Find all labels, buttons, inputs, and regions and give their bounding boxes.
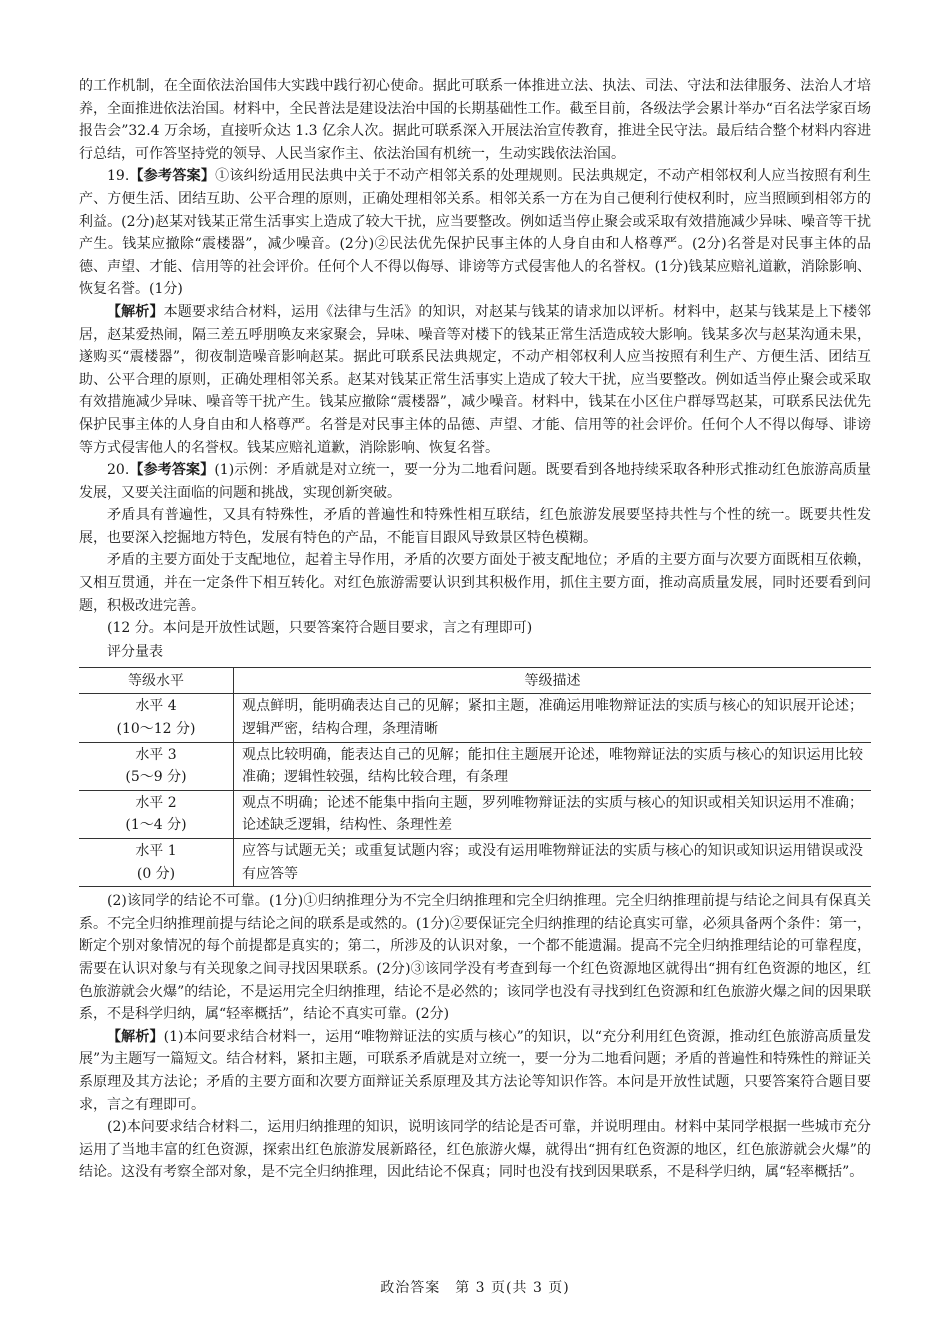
- q20-answer: [79, 459, 871, 504]
- q20-number: 20.: [107, 462, 130, 479]
- q20-note: (12 分。本问是开放性试题，只要答案符合题目要求，言之有理即可): [107, 620, 533, 637]
- q19-answer: [79, 165, 871, 301]
- table-cell-level: [79, 790, 234, 838]
- q19-analysis-text: 本题要求结合材料，运用《法律与生活》的知识，对赵某与钱某的请求加以评析。材料中，赵某与钱某是上下楼邻居，赵某爱热闹，隔三差五呼朋唤友来家聚会，异味、噪音等对楼下的钱某正常生活造成较大影响。钱某多次与赵某沟通未果，遂购买“震楼器”，彻夜制造噪音影响赵某。据此可联系民法典规定，不动产相邻权利人应当按照有利生产、方便生活、团结互助、公平合理的原则，正确处理相邻关系。赵某对钱某正常生活事实上造成了较大干扰，应当要整改。例如适当停止聚会或采取有效措施减少异味、噪音等干扰产生。钱某应撤除“震楼器”，减少噪音。材料中，钱某在小区住户群辱骂赵某，可联系民法优先保护民事主体的人身自由和人格尊严。名誉是对民事主体的品德、声望、才能、信用等的社会评价。任何个人不得以侮辱、诽谤等方式侵害他人的名誉权。钱某应赔礼道歉，消除影响、恢复名誉。: [79, 303, 872, 456]
- table-row: [79, 790, 871, 838]
- table-cell-level: [79, 839, 234, 887]
- intro-paragraph: 的工作机制，在全面依法治国伟大实践中践行初心使命。据此可联系一体推进立法、执法、司法、守法和法律服务、法治人才培养，全面推进依法治国。材料中，全民普法是建设法治中国的长期基础性工作。截至目前，各级法学会累计举办“百名法学家百场报告会”32.4 万余场，直接听众达 1.3 亿余人次。据此可联系深入开展法治宣传教育，推进全民守法。最后结合整个材料内容进行总结，可作答坚持党的领导、人民当家作主、依法治国有机统一，生动实践依法治国。: [79, 78, 871, 162]
- q20-answer-text: (1)示例：矛盾就是对立统一，要一分为二地看问题。既要看到各地持续采取各种形式推动红色旅游高质量发展，又要关注面临的问题和挑战，实现创新突破。: [79, 462, 871, 501]
- table-cell-desc: 应答与试题无关；或重复试题内容；或没有运用唯物辩证法的实质与核心的知识或知识运用错误或没有应答等: [234, 839, 872, 887]
- q20-paragraph-3: 矛盾的主要方面处于支配地位，起着主导作用，矛盾的次要方面处于被支配地位；矛盾的主要方面与次要方面既相互依赖，又相互贯通，并在一定条件下相互转化。对红色旅游需要认识到其积极作用，抓住主要方面，推动高质量发展，同时还要看到问题，积极改进完善。: [79, 552, 871, 614]
- level-score: (1～4 分): [125, 817, 187, 834]
- q20-analysis-1-text: (1)本问要求结合材料一，运用“唯物辩证法的实质与核心”的知识，以“充分利用红色资源，推动红色旅游高质量发展”为主题写一篇短文。结合材料，紧扣主题，可联系矛盾就是对立统一，要一分为二地看问题；矛盾的普遍性和特殊性的辩证关系原理及其方法论；矛盾的主要方面和次要方面辩证关系原理及其方法论等知识作答。本问是开放性试题，只要答案符合题目要求，言之有理即可。: [79, 1028, 872, 1113]
- q20-analysis-label: 【解析】: [107, 1028, 164, 1045]
- q20-analysis-2: (2)本问要求结合材料二，运用归纳推理的知识，说明该同学的结论是否可靠，并说明理由。材料中某同学根据一些城市充分运用了当地丰富的红色资源，探索出红色旅游发展新路径，红色旅游火爆，就得出“拥有红色资源的地区，红色旅游就会火爆”的结论。这没有考察全部对象，是不完全归纳推理，因此结论不保真；同时也没有找到因果联系，不是科学归纳，属“轻率概括”。: [79, 1119, 871, 1181]
- level-name: 水平 4: [135, 698, 177, 715]
- scoring-table: [79, 667, 871, 887]
- table-cell-desc: 观点不明确；论述不能集中指向主题，罗列唯物辩证法的实质与核心的知识或相关知识运用不准确；论述缺乏逻辑，结构性、条理性差: [234, 790, 872, 838]
- level-score: (10～12 分): [116, 721, 196, 738]
- level-score: (5～9 分): [125, 769, 187, 786]
- table-row: [79, 742, 871, 790]
- table-cell-level: [79, 694, 234, 742]
- level-name: 水平 2: [135, 794, 177, 811]
- table-cell-desc: 观点鲜明，能明确表达自己的见解；紧扣主题，准确运用唯物辩证法的实质与核心的知识展开论述；逻辑严密，结构合理，条理清晰: [234, 694, 872, 742]
- q19-number: 19.: [107, 168, 130, 185]
- document-body: [79, 75, 871, 1184]
- level-score: (0 分): [136, 865, 176, 882]
- scale-title: 评分量表: [107, 643, 163, 660]
- table-row: [79, 694, 871, 742]
- table-cell-level: [79, 742, 234, 790]
- table-row: [79, 839, 871, 887]
- q19-analysis-label: 【解析】: [107, 303, 164, 320]
- table-cell-desc: 观点比较明确，能表达自己的见解；能扣住主题展开论述，唯物辩证法的实质与核心的知识运用比较准确；逻辑性较强，结构比较合理，有条理: [234, 742, 872, 790]
- q19-answer-text: ①该纠纷适用民法典中关于不动产相邻关系的处理规则。民法典规定，不动产相邻权利人应当按照有利生产、方便生活、团结互助、公平合理的原则，正确处理相邻关系。相邻关系一方在为自己便利行使权利时，应当照顾到相邻方的利益。(2分)赵某对钱某正常生活事实上造成了较大干扰，应当要整改。例如适当停止聚会或采取有效措施减少异味、噪音等干扰产生。钱某应撤除“震楼器”，减少噪音。(2分)②民法优先保护民事主体的人身自由和人格尊严。(2分)名誉是对民事主体的品德、声望、才能、信用等的社会评价。任何个人不得以侮辱、诽谤等方式侵害他人的名誉权。(1分)钱某应赔礼道歉，消除影响、恢复名誉。(1分): [79, 168, 872, 298]
- level-name: 水平 3: [135, 746, 177, 763]
- q20-analysis-1: [79, 1026, 871, 1116]
- table-header-desc: 等级描述: [234, 668, 872, 694]
- table-header-level: 等级水平: [79, 668, 234, 694]
- page-footer: 政治答案 第 3 页(共 3 页): [380, 1280, 570, 1296]
- table-header-row: [79, 668, 871, 694]
- level-name: 水平 1: [135, 843, 177, 859]
- q20-paragraph-2: 矛盾具有普遍性，又具有特殊性，矛盾的普遍性和特殊性相互联结，红色旅游发展要坚持共性与个性的统一。既要共性发展，也要深入挖掘地方特色，发展有特色的产品，不能盲目跟风导致景区特色模糊。: [79, 507, 871, 546]
- q20-part-2: (2)该同学的结论不可靠。(1分)①归纳推理分为不完全归纳推理和完全归纳推理。完全归纳推理前提与结论之间具有保真关系。不完全归纳推理前提与结论之间的联系是或然的。(1分)②要保证完全归纳推理的结论真实可靠，必须具备两个条件：第一，断定个别对象情况的每个前提都是真实的；第二，所涉及的认识对象，一个都不能遗漏。提高不完全归纳推理结论的可靠程度，需要在认识对象与有关现象之间寻找因果联系。(2分)③该同学没有考查到每一个红色资源地区就得出“拥有红色资源的地区，红色旅游就会火爆”的结论，不是运用完全归纳推理，结论不是必然的；该同学也没有寻找到红色资源和红色旅游火爆之间的因果联系，不是科学归纳，属“轻率概括”，结论不真实可靠。(2分): [79, 893, 871, 1023]
- q19-answer-label: 【参考答案】: [129, 168, 216, 185]
- q19-analysis: [79, 301, 871, 459]
- q20-answer-label: 【参考答案】: [129, 462, 215, 479]
